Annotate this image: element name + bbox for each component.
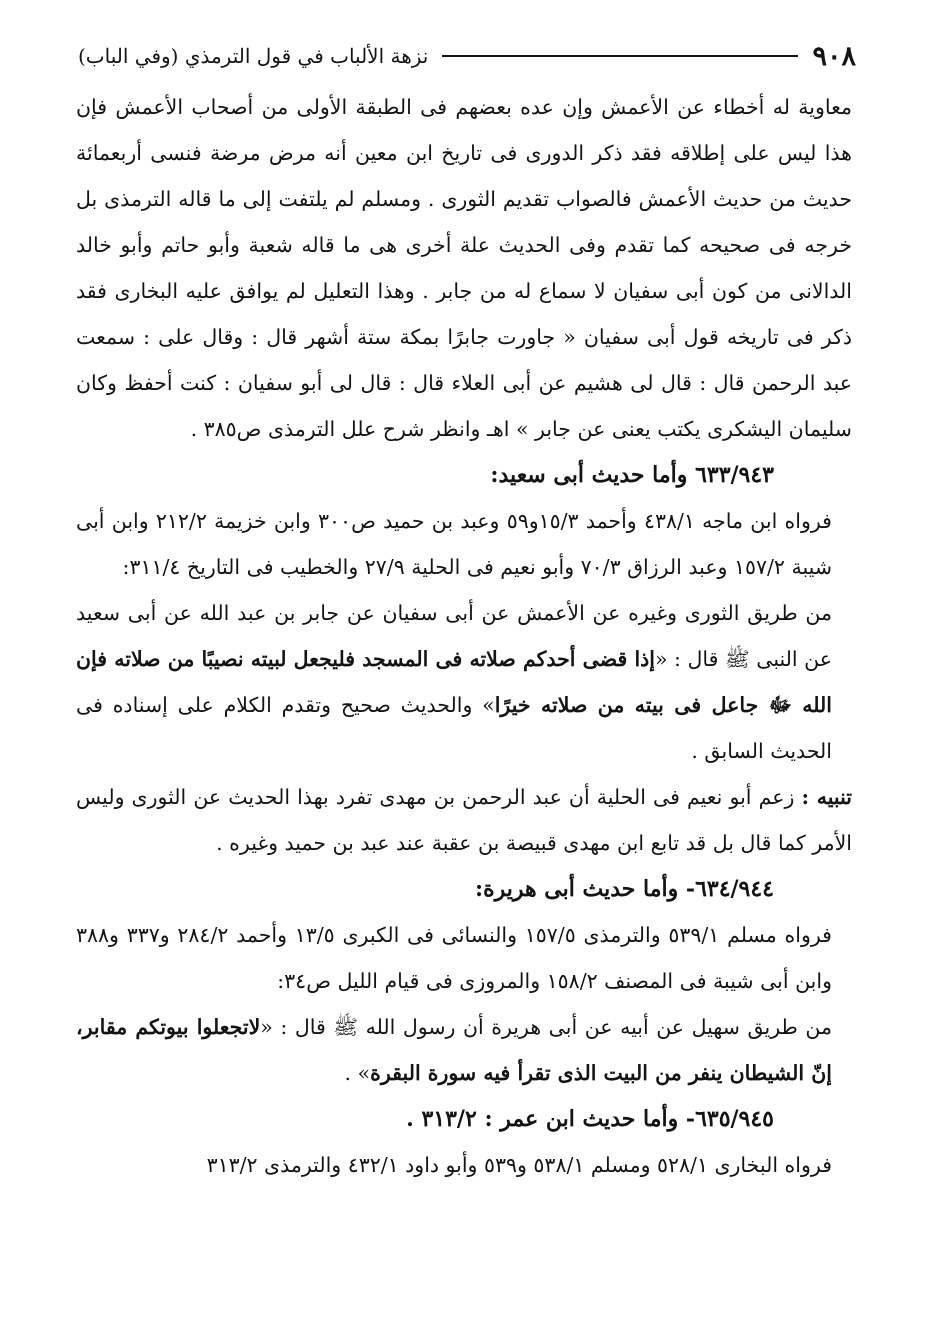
note-label: تنبيه :	[801, 785, 852, 809]
body-text	[76, 84, 852, 1324]
section-heading: ٦٣٣/٩٤٣ وأما حديث أبى سعيد:	[490, 462, 774, 488]
hadith-end: » .	[344, 1061, 371, 1085]
paragraph: فرواه البخارى ٥٢٨/١ ومسلم ٥٣٨/١ و٥٣٩ وأبو داود ٤٣٢/١ والترمذى ٣١٣/٢	[206, 1153, 832, 1177]
section-heading: ٦٣٤/٩٤٤- وأما حديث أبى هريرة:	[474, 876, 774, 902]
paragraph	[76, 1004, 852, 1096]
page-number: ٩٠٨	[812, 40, 856, 72]
page-header	[78, 36, 856, 76]
header-rule	[442, 55, 798, 57]
hadith-intro: من طريق الثورى وغيره عن الأعمش عن أبى سفيان عن جابر بن عبد الله عن أبى سعيد عن النبى ﷺ قال : «	[76, 601, 832, 671]
note-paragraph	[76, 774, 852, 866]
paragraph	[76, 590, 852, 774]
running-title: نزهة الألباب في قول الترمذي (وفي الباب)	[78, 44, 429, 68]
hadith-quote: لاتجعلوا بيوتكم مقابر، إنّ الشيطان ينفر من البيت الذى تقرأ فيه سورة البقرة	[76, 1015, 832, 1085]
section-heading: ٦٣٥/٩٤٥- وأما حديث ابن عمر : ٣١٣/٢ .	[406, 1106, 774, 1132]
paragraph: معاوية له أخطاء عن الأعمش وإن عده بعضهم فى الطبقة الأولى من أصحاب الأعمش فإن هذا ليس على إطلاقه فقد ذكر الدورى فى تاريخ ابن معين أنه مرض مرضة فنسى أربعمائة حديث من حديث الأعمش فالصواب تقديم الثورى . ومسلم لم يلتفت إلى ما قاله الترمذى بل خرجه فى صحيحه كما تقدم وفى الحديث علة أخرى هى ما قاله شعبة وأبو حاتم وأبو خالد الدالانى من كون أبى سفيان لا سماع له من جابر . وهذا التعليل لم يوافق عليه البخارى فقد ذكر فى تاريخه قول أبى سفيان « جاورت جابرًا بمكة ستة أشهر قال : وقال على : سمعت عبد الرحمن قال : قال لى هشيم عن أبى العلاء قال : قال لى أبو سفيان : كنت أحفظ وكان سليمان اليشكرى يكتب يعنى عن جابر » اهـ وانظر شرح علل الترمذى ص٣٨٥ .	[76, 95, 852, 441]
hadith-quote: إذا قضى أحدكم صلاته فى المسجد فليجعل لبيته نصيبًا من صلاته فإن الله ﷻ جاعل فى بيته من صلاته خيرًا	[76, 647, 832, 717]
paragraph: فرواه ابن ماجه ٤٣٨/١ وأحمد ١٥/٣و٥٩ وعبد بن حميد ص٣٠٠ وابن خزيمة ٢١٢/٢ وابن أبى شيبة ١٥٧/٢ وعبد الرزاق ٧٠/٣ وأبو نعيم فى الحلية ٢٧/٩ والخطيب فى التاريخ ٣١١/٤:	[76, 509, 832, 579]
hadith-intro: من طريق سهيل عن أبيه عن أبى هريرة أن رسول الله ﷺ قال : «	[260, 1015, 832, 1039]
paragraph: فرواه مسلم ٥٣٩/١ والترمذى ١٥٧/٥ والنسائى فى الكبرى ١٣/٥ وأحمد ٢٨٤/٢ و٣٣٧ و٣٨٨ وابن أبى شيبة فى المصنف ١٥٨/٢ والمروزى فى قيام الليل ص٣٤:	[76, 923, 832, 993]
note-text: زعم أبو نعيم فى الحلية أن عبد الرحمن بن مهدى تفرد بهذا الحديث عن الثورى وليس الأمر كما قال بل قد تابع ابن مهدى قبيصة بن عقبة عند عبد بن حميد وغيره .	[76, 785, 852, 855]
hadith-end: » والحديث صحيح وتقدم الكلام على إسناده فى الحديث السابق .	[76, 693, 832, 763]
